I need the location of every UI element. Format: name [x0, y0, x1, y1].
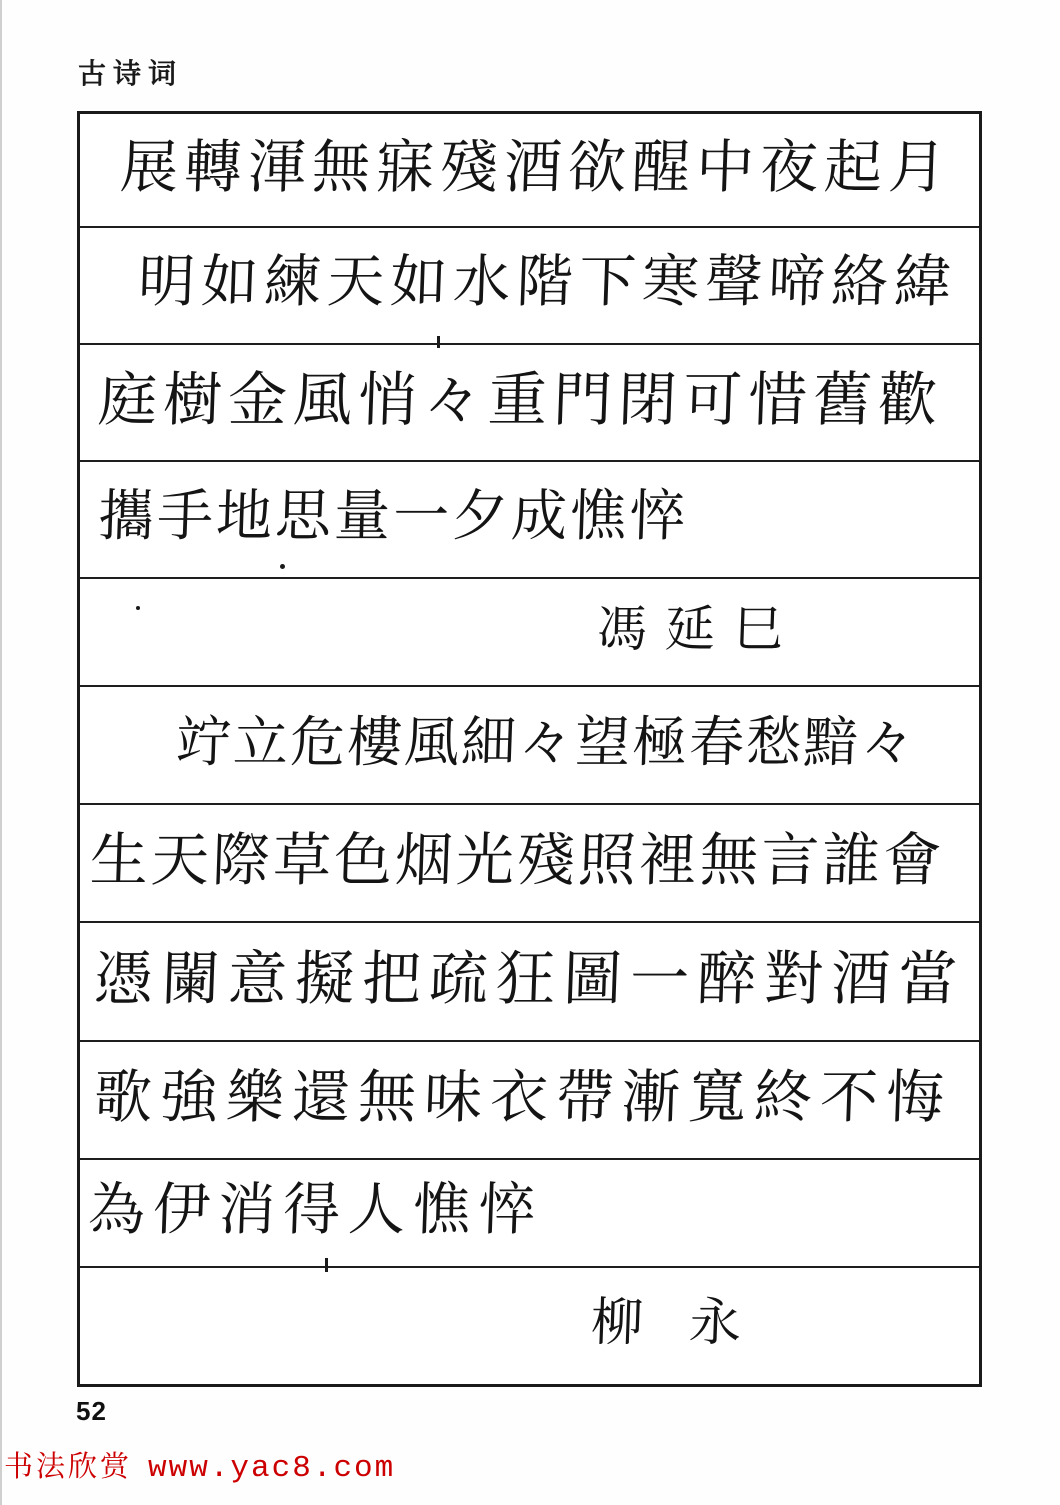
calligraphy-text: 攜手地思量一夕成憔悴 [96, 483, 690, 549]
watermark-site-url: www.yac8.com [148, 1451, 396, 1486]
calligraphy-text: 為伊消得人憔悴 [86, 1176, 545, 1243]
calligraphy-text: 生天際草色烟光殘照裡無言誰會 [88, 826, 946, 894]
verse-row [80, 228, 979, 345]
page-title: 古诗词 [78, 58, 184, 89]
verse-row [80, 687, 979, 805]
author-name: 馮延巳 [596, 600, 803, 658]
scan-tick-mark [325, 1258, 328, 1272]
calligraphy-text: 歌強樂還無味衣帶漸寬終不悔 [92, 1063, 954, 1131]
verse-row [80, 805, 979, 923]
calligraphy-text: 憑闌意擬把疏狂圖一醉對酒當 [92, 944, 967, 1013]
scan-edge-artifact [0, 0, 2, 1505]
author-name: 柳永 [590, 1293, 789, 1353]
calligraphy-text: 庭樹金風悄々重門閉可惜舊歡 [96, 365, 945, 434]
author-signature-row [80, 1268, 979, 1384]
calligraphy-sheet [77, 111, 982, 1387]
verse-row [80, 345, 979, 462]
ink-speck [136, 606, 140, 610]
verse-row [80, 114, 979, 228]
verse-row [80, 1042, 979, 1160]
calligraphy-text: 明如練天如水階下寒聲啼絡緯 [136, 249, 959, 315]
verse-row [80, 1160, 979, 1268]
verse-row [80, 462, 979, 579]
page-number: 52 [76, 1396, 107, 1426]
verse-row [80, 923, 979, 1042]
calligraphy-text: 竚立危樓風細々望極春愁黯々 [175, 709, 919, 774]
calligraphy-text: 展轉渾無寐殘酒欲醒中夜起月 [118, 133, 954, 201]
watermark [4, 1444, 395, 1486]
ink-speck [280, 564, 285, 569]
author-signature-row [80, 579, 979, 687]
scan-tick-mark [437, 336, 440, 348]
watermark-site-name: 书法欣赏 [4, 1451, 133, 1483]
